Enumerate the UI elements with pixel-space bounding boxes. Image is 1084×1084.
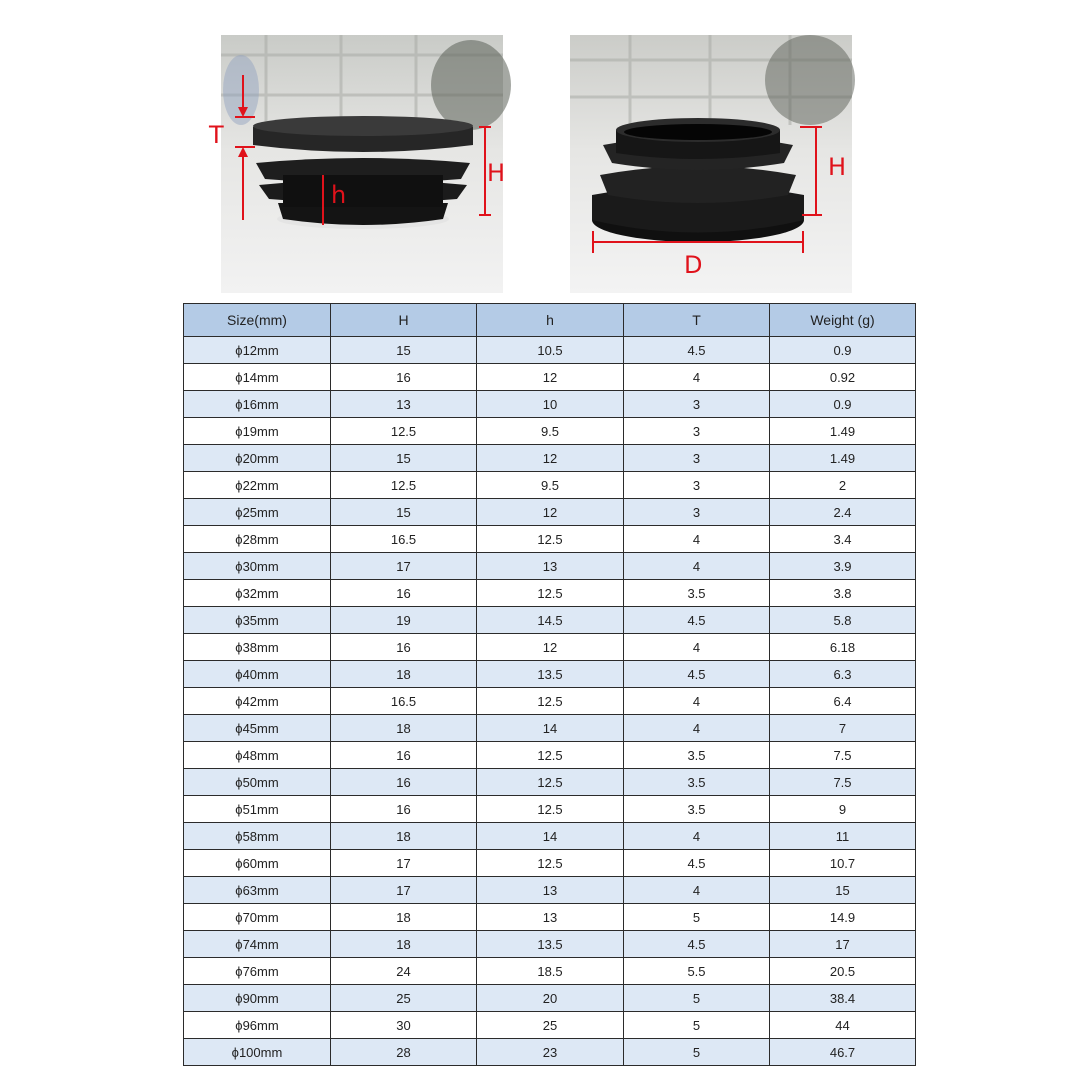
cell-weight: 5.8 [770, 607, 916, 634]
cell-h-big: 13 [331, 391, 477, 418]
cell-h-big: 16 [331, 742, 477, 769]
table-row [184, 742, 916, 769]
cell-weight: 6.4 [770, 688, 916, 715]
cell-t: 3 [624, 391, 770, 418]
cell-weight: 1.49 [770, 445, 916, 472]
cell-t: 4.5 [624, 931, 770, 958]
cell-h-big: 15 [331, 499, 477, 526]
cell-weight: 6.18 [770, 634, 916, 661]
cell-weight: 6.3 [770, 661, 916, 688]
cell-t: 3.5 [624, 580, 770, 607]
cell-h-big: 15 [331, 445, 477, 472]
table-row [184, 472, 916, 499]
cell-h-small: 12.5 [477, 796, 624, 823]
table-row [184, 796, 916, 823]
table-row [184, 364, 916, 391]
cell-h-big: 18 [331, 715, 477, 742]
cell-size: ϕ22mm [184, 472, 331, 499]
cell-size: ϕ42mm [184, 688, 331, 715]
cell-weight: 7.5 [770, 769, 916, 796]
cell-h-big: 28 [331, 1039, 477, 1066]
cell-size: ϕ48mm [184, 742, 331, 769]
table-row [184, 337, 916, 364]
table-row [184, 985, 916, 1012]
cell-t: 4.5 [624, 337, 770, 364]
table-body [184, 337, 916, 1066]
table-row [184, 688, 916, 715]
cell-size: ϕ32mm [184, 580, 331, 607]
table-row [184, 931, 916, 958]
cell-size: ϕ90mm [184, 985, 331, 1012]
cell-t: 3 [624, 499, 770, 526]
cell-t: 4 [624, 364, 770, 391]
dimension-label-t: T [209, 121, 224, 149]
cell-h-big: 18 [331, 904, 477, 931]
cell-t: 3 [624, 472, 770, 499]
cell-weight: 3.8 [770, 580, 916, 607]
cell-h-small: 9.5 [477, 418, 624, 445]
cell-h-small: 12.5 [477, 742, 624, 769]
cell-weight: 2 [770, 472, 916, 499]
table-row [184, 607, 916, 634]
cell-weight: 11 [770, 823, 916, 850]
cell-t: 5 [624, 985, 770, 1012]
cell-h-big: 17 [331, 850, 477, 877]
table-header-row [184, 304, 916, 337]
cell-size: ϕ30mm [184, 553, 331, 580]
cell-weight: 2.4 [770, 499, 916, 526]
header-h-small: h [477, 304, 624, 337]
product-photo-side-view [209, 35, 506, 293]
cell-t: 4 [624, 553, 770, 580]
cell-weight: 9 [770, 796, 916, 823]
cell-h-big: 16.5 [331, 526, 477, 553]
cell-size: ϕ38mm [184, 634, 331, 661]
cell-h-big: 25 [331, 985, 477, 1012]
cell-t: 3.5 [624, 742, 770, 769]
size-specification-table [183, 303, 916, 1066]
cell-weight: 44 [770, 1012, 916, 1039]
cell-weight: 7 [770, 715, 916, 742]
header-h-big: H [331, 304, 477, 337]
cell-h-small: 10 [477, 391, 624, 418]
cell-h-small: 13 [477, 877, 624, 904]
cell-h-big: 16 [331, 634, 477, 661]
cell-weight: 7.5 [770, 742, 916, 769]
table-row [184, 580, 916, 607]
cell-weight: 3.9 [770, 553, 916, 580]
cell-t: 5 [624, 1012, 770, 1039]
cell-h-small: 20 [477, 985, 624, 1012]
cell-t: 3.5 [624, 769, 770, 796]
cell-size: ϕ50mm [184, 769, 331, 796]
dimension-label-h-small: h [331, 181, 347, 209]
cell-t: 4.5 [624, 850, 770, 877]
cell-size: ϕ12mm [184, 337, 331, 364]
cell-size: ϕ58mm [184, 823, 331, 850]
cell-t: 4 [624, 526, 770, 553]
cell-t: 4 [624, 823, 770, 850]
cell-h-big: 24 [331, 958, 477, 985]
cell-size: ϕ100mm [184, 1039, 331, 1066]
cell-h-small: 13.5 [477, 931, 624, 958]
cell-t: 3.5 [624, 796, 770, 823]
cell-h-big: 12.5 [331, 418, 477, 445]
cell-h-small: 14.5 [477, 607, 624, 634]
cell-t: 3 [624, 418, 770, 445]
cell-weight: 14.9 [770, 904, 916, 931]
product-photo-angled-view [570, 35, 852, 293]
cell-size: ϕ45mm [184, 715, 331, 742]
cell-t: 4 [624, 715, 770, 742]
table-row [184, 526, 916, 553]
cell-size: ϕ40mm [184, 661, 331, 688]
table-row [184, 418, 916, 445]
cell-h-small: 12 [477, 445, 624, 472]
cell-weight: 46.7 [770, 1039, 916, 1066]
table-row [184, 823, 916, 850]
cell-h-big: 18 [331, 661, 477, 688]
cell-h-small: 18.5 [477, 958, 624, 985]
header-size: Size(mm) [184, 304, 331, 337]
cell-h-big: 16 [331, 796, 477, 823]
table-row [184, 769, 916, 796]
table-row [184, 715, 916, 742]
cell-h-big: 16 [331, 364, 477, 391]
table-row [184, 1012, 916, 1039]
table-row [184, 877, 916, 904]
cell-h-big: 15 [331, 337, 477, 364]
table-row [184, 850, 916, 877]
cell-h-big: 16 [331, 769, 477, 796]
cell-h-small: 12.5 [477, 769, 624, 796]
cell-h-big: 19 [331, 607, 477, 634]
cell-h-big: 18 [331, 931, 477, 958]
cell-h-big: 16.5 [331, 688, 477, 715]
cell-size: ϕ60mm [184, 850, 331, 877]
header-t: T [624, 304, 770, 337]
dimension-label-h-big: H [828, 153, 847, 181]
cell-t: 5 [624, 1039, 770, 1066]
table-row [184, 1039, 916, 1066]
table-row [184, 661, 916, 688]
cell-size: ϕ25mm [184, 499, 331, 526]
cell-h-small: 12.5 [477, 688, 624, 715]
cell-size: ϕ28mm [184, 526, 331, 553]
cell-size: ϕ63mm [184, 877, 331, 904]
header-weight: Weight (g) [770, 304, 916, 337]
cell-t: 4 [624, 877, 770, 904]
cell-t: 4 [624, 634, 770, 661]
cell-h-small: 12.5 [477, 850, 624, 877]
cell-size: ϕ74mm [184, 931, 331, 958]
cell-weight: 10.7 [770, 850, 916, 877]
cell-size: ϕ76mm [184, 958, 331, 985]
cell-weight: 0.92 [770, 364, 916, 391]
cell-size: ϕ96mm [184, 1012, 331, 1039]
cell-h-small: 10.5 [477, 337, 624, 364]
cell-h-small: 12 [477, 364, 624, 391]
cell-weight: 0.9 [770, 337, 916, 364]
cell-h-big: 12.5 [331, 472, 477, 499]
cell-h-big: 16 [331, 580, 477, 607]
dimension-label-h-big: H [487, 159, 506, 187]
cell-h-small: 13 [477, 904, 624, 931]
cell-size: ϕ19mm [184, 418, 331, 445]
table-row [184, 958, 916, 985]
cell-t: 4.5 [624, 607, 770, 634]
cell-h-small: 25 [477, 1012, 624, 1039]
cell-t: 3 [624, 445, 770, 472]
cell-h-small: 13 [477, 553, 624, 580]
cell-weight: 0.9 [770, 391, 916, 418]
cell-weight: 20.5 [770, 958, 916, 985]
cell-weight: 38.4 [770, 985, 916, 1012]
cell-t: 5.5 [624, 958, 770, 985]
cell-h-big: 17 [331, 553, 477, 580]
cell-h-small: 12.5 [477, 526, 624, 553]
table-row [184, 499, 916, 526]
cell-h-big: 30 [331, 1012, 477, 1039]
cell-h-small: 14 [477, 715, 624, 742]
cell-size: ϕ35mm [184, 607, 331, 634]
cell-weight: 15 [770, 877, 916, 904]
cell-h-small: 12 [477, 499, 624, 526]
cell-h-small: 12.5 [477, 580, 624, 607]
cell-t: 4.5 [624, 661, 770, 688]
cell-size: ϕ51mm [184, 796, 331, 823]
cell-size: ϕ14mm [184, 364, 331, 391]
dimension-label-d: D [684, 251, 703, 279]
table-row [184, 634, 916, 661]
cell-h-small: 23 [477, 1039, 624, 1066]
cell-weight: 17 [770, 931, 916, 958]
cell-h-small: 9.5 [477, 472, 624, 499]
cell-size: ϕ20mm [184, 445, 331, 472]
table-row [184, 904, 916, 931]
cell-size: ϕ70mm [184, 904, 331, 931]
cell-h-small: 14 [477, 823, 624, 850]
cell-h-big: 17 [331, 877, 477, 904]
cell-h-big: 18 [331, 823, 477, 850]
cell-size: ϕ16mm [184, 391, 331, 418]
cell-weight: 1.49 [770, 418, 916, 445]
cell-t: 5 [624, 904, 770, 931]
table-row [184, 391, 916, 418]
cell-h-small: 13.5 [477, 661, 624, 688]
table-row [184, 553, 916, 580]
cell-weight: 3.4 [770, 526, 916, 553]
cell-h-small: 12 [477, 634, 624, 661]
cell-t: 4 [624, 688, 770, 715]
table-row [184, 445, 916, 472]
